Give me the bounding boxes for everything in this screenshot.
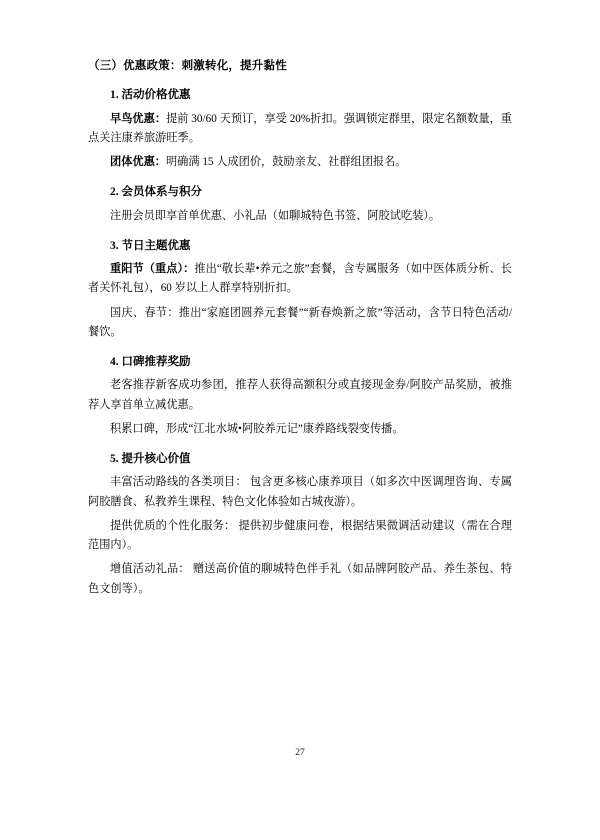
section-heading: （三）优惠政策：刺激转化，提升黏性 [88,60,287,72]
paragraph-early-bird-text: 提前 30/60 天预订，享受 20%折扣。强调锁定群里，限定名额数量，重点关注康养旅游旺季。 [88,112,512,144]
paragraph-early-bird [88,110,512,149]
paragraph-personalized-service: 提供优质的个性化服务： 提供初步健康问卷，根据结果微调活动建议（需在合理范围内）。 [88,519,512,552]
paragraph-rich-activities: 丰富活动路线的各类项目： 包含更多核心康养项目（如多次中医调理咨询、专属阿胶膳食、私教养生课程、特色文化体验如古城夜游）。 [88,476,512,508]
paragraph-chongyang-lead: 重阳节（重点）： [110,263,195,276]
paragraph-group-offer [88,153,512,172]
paragraph-national-spring: 国庆、春节：推出“家庭团圆养元套餐”“新春焕新之旅”等活动，含节日特色活动/餐饮。 [88,306,512,338]
paragraph-group-offer-text: 明确满 15 人成团价，鼓励亲友、社群组团报名。 [165,156,407,169]
content-blocks [88,87,512,599]
heading-pricing-offers: 1. 活动价格优惠 [110,89,191,102]
paragraph-chongyang-text: 推出“敬长辈•养元之旅”套餐，含专属服务（如中医体质分析、长者关怀礼包），60 岁以上人群享特别折扣。 [88,263,512,295]
heading-core-value: 5. 提升核心价值 [110,453,191,466]
heading-referral-rewards: 4. 口碑推荐奖励 [110,356,191,369]
paragraph-word-of-mouth: 积累口碑，形成“江北水城•阿胶养元记”康养路线裂变传播。 [110,422,404,435]
paragraph-early-bird-lead: 早鸟优惠： [110,112,167,125]
paragraph-referral: 老客推荐新客成功参团，推荐人获得高额积分或直接现金券/阿胶产品奖励，被推荐人享首单立减优惠。 [88,379,512,411]
document-body [88,58,512,604]
heading-festival-offers: 3. 节日主题优惠 [110,239,191,252]
heading-membership-points: 2. 会员体系与积分 [110,186,202,199]
paragraph-chongyang [88,260,512,299]
paragraph-group-offer-lead: 团体优惠： [110,156,166,169]
page-number: 27 [295,748,305,758]
paragraph-membership: 注册会员即享首单优惠、小礼品（如聊城特色书签、阿胶试吃装）。 [110,209,441,222]
paragraph-value-added-gifts: 增值活动礼品： 赠送高价值的聊城特色伴手礼（如品牌阿胶产品、养生茶包、特色文创等）。 [88,563,512,595]
